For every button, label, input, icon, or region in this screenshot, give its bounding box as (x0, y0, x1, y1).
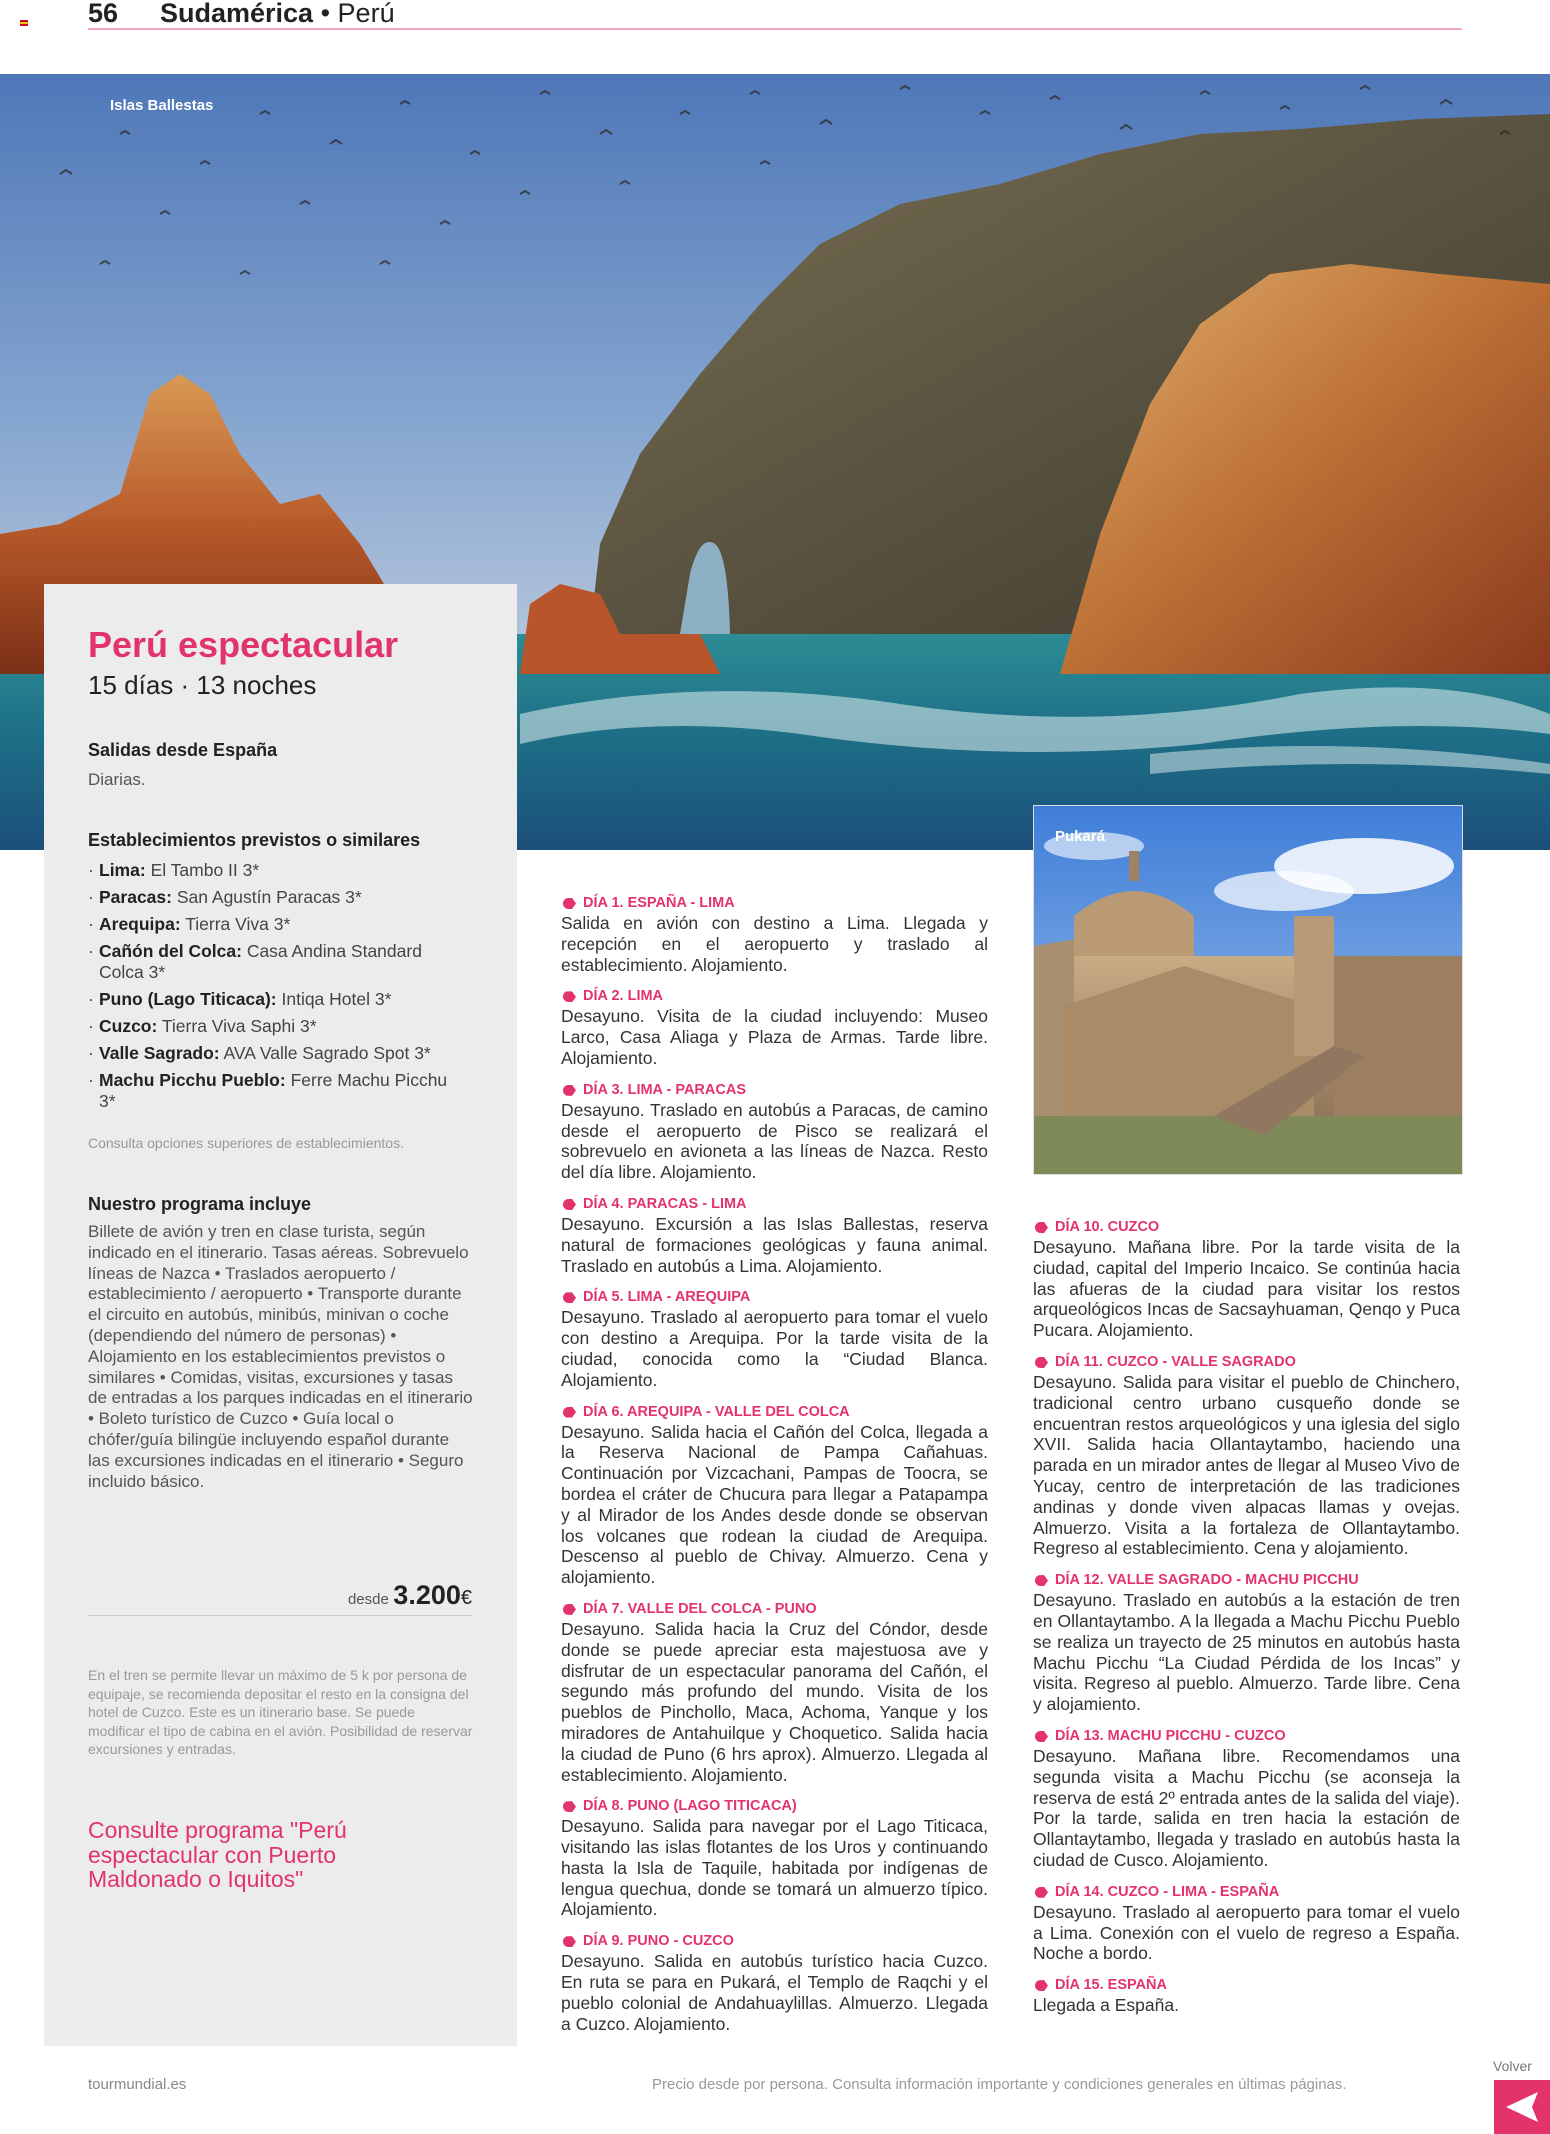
hotel-city: Paracas: (99, 887, 172, 907)
day-text: Desayuno. Excursión a las Islas Ballestas, reserva natural de formaciones geológicas y fauna animal. Traslado en autobús a Lima. Alojamiento. (561, 1213, 988, 1276)
list-item (88, 941, 468, 983)
hotel-name: Tierra Viva 3* (185, 914, 291, 934)
day-title: DÍA 1. ESPAÑA - LIMA (561, 894, 988, 913)
day-text: Llegada a España. (1033, 1995, 1179, 2016)
conditions-note: En el tren se permite llevar un máximo de 5 k por persona de equipaje, se recomienda depositar el resto en la consigna del hotel de Cuzco. Este es un itinerario base. Se puede modificar el tipo de cabina en el avión. Posibilidad de reservar excursiones y entradas. (88, 1667, 473, 1757)
footer-note: Precio desde por persona. Consulta información importante y condiciones generales en últimas páginas. (652, 2076, 1347, 2093)
day-text: Desayuno. Traslado en autobús a la estación de tren en Ollantaytambo. A la llegada a Machu Picchu Pueblo se realiza un trayecto de 25 minutos en autobús hasta Machu Picchu “La Ciudad Pérdida de los Incas” y visita. Regreso al pueblo. Almuerzo. Tarde libre. Cena y alojamiento. (1033, 1590, 1460, 1715)
day-title: DÍA 10. CUZCO (1033, 1218, 1460, 1237)
day-title: DÍA 3. LIMA - PARACAS (561, 1081, 988, 1100)
page-region (160, 0, 395, 29)
itinerary-day (561, 1932, 988, 2034)
page-number: 56 (88, 0, 119, 28)
day-title: DÍA 6. AREQUIPA - VALLE DEL COLCA (561, 1403, 988, 1422)
trip-duration: 15 días · 13 noches (88, 670, 317, 700)
price-prefix: desde (347, 1591, 389, 1608)
day-text: Desayuno. Traslado al aeropuerto para tomar el vuelo a Lima. Conexión con el vuelo de regreso a España. Noche a bordo. (1033, 1901, 1460, 1964)
itinerary-column-2 (1033, 1218, 1460, 2028)
list-item (88, 989, 468, 1010)
price-currency: € (460, 1587, 472, 1609)
hotel-city: Puno (Lago Titicaca): (99, 989, 277, 1009)
itinerary-day (1033, 1571, 1460, 1715)
price-value: 3.200 (393, 1580, 461, 1610)
spain-flag-icon (20, 20, 28, 26)
day-text: Salida en avión con destino a Lima. Llegada y recepción en el aeropuerto y traslado al establecimiento. Alojamiento. (561, 913, 988, 975)
back-button[interactable] (1494, 2080, 1550, 2134)
region-name: Sudamérica (160, 0, 314, 28)
day-title: DÍA 11. CUZCO - VALLE SAGRADO (1033, 1353, 1460, 1372)
hotels-heading: Establecimientos previstos o similares (88, 830, 421, 850)
day-text: Desayuno. Visita de la ciudad incluyendo: Museo Larco, Casa Aliaga y Plaza de Armas. Tarde libre. Alojamiento. (561, 1006, 988, 1068)
list-item (88, 887, 468, 908)
hotel-city: Cuzco: (99, 1016, 158, 1036)
itinerary-day (561, 1195, 988, 1276)
itinerary-day (561, 1797, 988, 1920)
day-text: Desayuno. Salida hacia el Cañón del Colca, llegada a la Reserva Nacional de Pampa Cañahuas. Continuación por Vizcachani, Pampas de Toocra, se bordea el cráter de Chucura para llegar a Patapampa y al Mirador de los Andes desde donde se observan los volcanes que rodean la ciudad de Arequipa. Descenso al pueblo de Chivay. Almuerzo. Cena y alojamiento. (561, 1421, 988, 1588)
back-label[interactable]: Volver (1493, 2058, 1532, 2074)
consult-program-link[interactable]: Consulte programa "Perú espectacular con Puerto Maldonado o Iquitos" (88, 1817, 347, 1892)
hotel-city: Cañón del Colca: (99, 941, 242, 961)
photo-caption: Pukará (1055, 828, 1106, 845)
hotel-city: Valle Sagrado: (99, 1043, 220, 1063)
region-separator: • (313, 0, 338, 28)
day-title: DÍA 2. LIMA (561, 987, 988, 1006)
includes-text: Billete de avión y tren en clase turista, según indicado en el itinerario. Tasas aéreas. Sobrevuelo líneas de Nazca • Traslados aeropuerto / establecimiento / aeropuerto • Transporte durante el circuito en autobús, minibús, minivan o coche (dependiendo del número de personas) • Alojamiento en los establecimientos previstos o similares • Comidas, visitas, excursiones y tasas de entradas a los parques indicadas en el itinerario • Boleto turístico de Cuzco • Guía local o chófer/guía bilingüe incluyendo español durante las excursiones indicadas en el itinerario • Seguro incluido básico. (88, 1222, 473, 1491)
itinerary-day (1033, 1976, 1460, 2016)
day-text: Desayuno. Salida hacia la Cruz del Cóndor, desde donde se puede apreciar esta majestuosa ave y disfrutar de un espectacular panorama del Cañón, el segundo más profundo del mundo. Visita de los pueblos de Pinchollo, Maca, Achoma, Yanque y los miradores de Antahuilque y Choquetico. Salida hacia la ciudad de Puno (6 hrs aprox). Almuerzo. Llegada al establecimiento. Alojamiento. (561, 1618, 988, 1785)
day-text: Desayuno. Mañana libre. Por la tarde visita de la ciudad, capital del Imperio Incaico. Se continúa hacia las afueras de la ciudad para visitar los restos arqueológicos Incas de Sacsayhuaman, Qenqo y Puca Pucara. Alojamiento. (1033, 1237, 1460, 1341)
itinerary-day (561, 987, 988, 1068)
day-title: DÍA 12. VALLE SAGRADO - MACHU PICCHU (1033, 1571, 1460, 1590)
day-text: Desayuno. Mañana libre. Recomendamos una segunda visita a Machu Picchu (se aconseja la reserva de está 2º entrada antes de la salida del viaje). Por la tarde, salida en tren hacia la estación de Ollantaytambo, llegada y traslado en autobús hasta la ciudad de Cusco. Alojamiento. (1033, 1745, 1460, 1870)
back-arrow-icon (1494, 2080, 1550, 2134)
hotels-note: Consulta opciones superiores de establecimientos. (88, 1135, 404, 1151)
day-text: Desayuno. Salida en autobús turístico hacia Cuzco. En ruta se para en Pukará, el Templo de Raqchi y el pueblo colonial de Andahuaylillas. Almuerzo. Llegada a Cuzco. Alojamiento. (561, 1951, 988, 2034)
day-title: DÍA 5. LIMA - AREQUIPA (561, 1288, 988, 1307)
day-title: DÍA 4. PARACAS - LIMA (561, 1195, 988, 1214)
hotel-name: El Tambo II 3* (150, 860, 260, 880)
list-item (88, 1070, 468, 1112)
hotel-name: Intiqa Hotel 3* (281, 989, 392, 1009)
day-text: Desayuno. Salida para visitar el pueblo de Chinchero, tradicional centro urbano cusqueño donde se encuentran restos arqueológicos y una iglesia del siglo XVII. Salida hacia Ollantaytambo, haciendo una parada en un mirador antes de llegar al Museo Vivo de Yucay, centro de interpretación de las tradiciones andinas y donde viven alpacas llamas y ovejas. Almuerzo. Visita a la fortaleza de Ollantaytambo. Regreso al establecimiento. Cena y alojamiento. (1033, 1371, 1460, 1559)
day-title: DÍA 14. CUZCO - LIMA - ESPAÑA (1033, 1883, 1460, 1902)
hotel-city: Arequipa: (99, 914, 181, 934)
day-text: Desayuno. Traslado al aeropuerto para tomar el vuelo con destino a Arequipa. Por la tarde visita de la ciudad, conocida como la “Ciudad Blanca. Alojamiento. (561, 1307, 988, 1390)
header-divider (88, 28, 1462, 30)
photo-pukara (1033, 805, 1463, 1175)
departures-text: Diarias. (88, 770, 146, 789)
itinerary-day (1033, 1353, 1460, 1559)
day-title: DÍA 7. VALLE DEL COLCA - PUNO (561, 1600, 988, 1619)
itinerary-day (1033, 1883, 1460, 1964)
itinerary-day (561, 1403, 988, 1588)
hotel-city: Lima: (99, 860, 146, 880)
itinerary-day (1033, 1727, 1460, 1871)
hotel-name: AVA Valle Sagrado Spot 3* (223, 1043, 431, 1063)
price-block (88, 1580, 472, 1610)
day-text: Desayuno. Salida para navegar por el Lago Titicaca, visitando las islas flotantes de los Uros y continuando hasta la Isla de Taquile, habitada por indígenas de lengua quechua, donde se tomará un almuerzo típico. Alojamiento. (561, 1816, 988, 1920)
list-item (88, 914, 468, 935)
day-title: DÍA 8. PUNO (LAGO TITICACA) (561, 1797, 988, 1816)
departures-heading: Salidas desde España (88, 740, 278, 760)
hotel-name: Ferre Machu Picchu 3* (99, 1070, 448, 1111)
list-item (88, 860, 468, 881)
price-divider (88, 1615, 472, 1616)
includes-heading: Nuestro programa incluye (88, 1194, 312, 1214)
hotel-name: San Agustín Paracas 3* (176, 887, 362, 907)
hotel-name: Casa Andina Standard Colca 3* (99, 941, 422, 982)
day-title: DÍA 15. ESPAÑA (1033, 1976, 1460, 1995)
itinerary-day (561, 894, 988, 975)
itinerary-day (561, 1288, 988, 1390)
day-title: DÍA 13. MACHU PICCHU - CUZCO (1033, 1727, 1460, 1746)
itinerary-day (1033, 1218, 1460, 1341)
itinerary-day (561, 1600, 988, 1785)
hero-caption: Islas Ballestas (110, 97, 214, 114)
list-item (88, 1016, 468, 1037)
hotels-list (88, 860, 468, 1118)
hotel-name: Tierra Viva Saphi 3* (161, 1016, 317, 1036)
country-name: Perú (337, 0, 395, 28)
itinerary-day (561, 1081, 988, 1183)
list-item (88, 1043, 468, 1064)
day-title: DÍA 9. PUNO - CUZCO (561, 1932, 988, 1951)
hotel-city: Machu Picchu Pueblo: (99, 1070, 286, 1090)
itinerary-column-1 (561, 894, 988, 2046)
day-text: Desayuno. Traslado en autobús a Paracas, de camino desde el aeropuerto de Pisco se realizará el sobrevuelo en avioneta a las líneas de Nazca. Resto del día libre. Alojamiento. (561, 1099, 988, 1183)
trip-title: Perú espectacular (88, 624, 399, 665)
footer-website[interactable]: tourmundial.es (88, 2076, 187, 2093)
